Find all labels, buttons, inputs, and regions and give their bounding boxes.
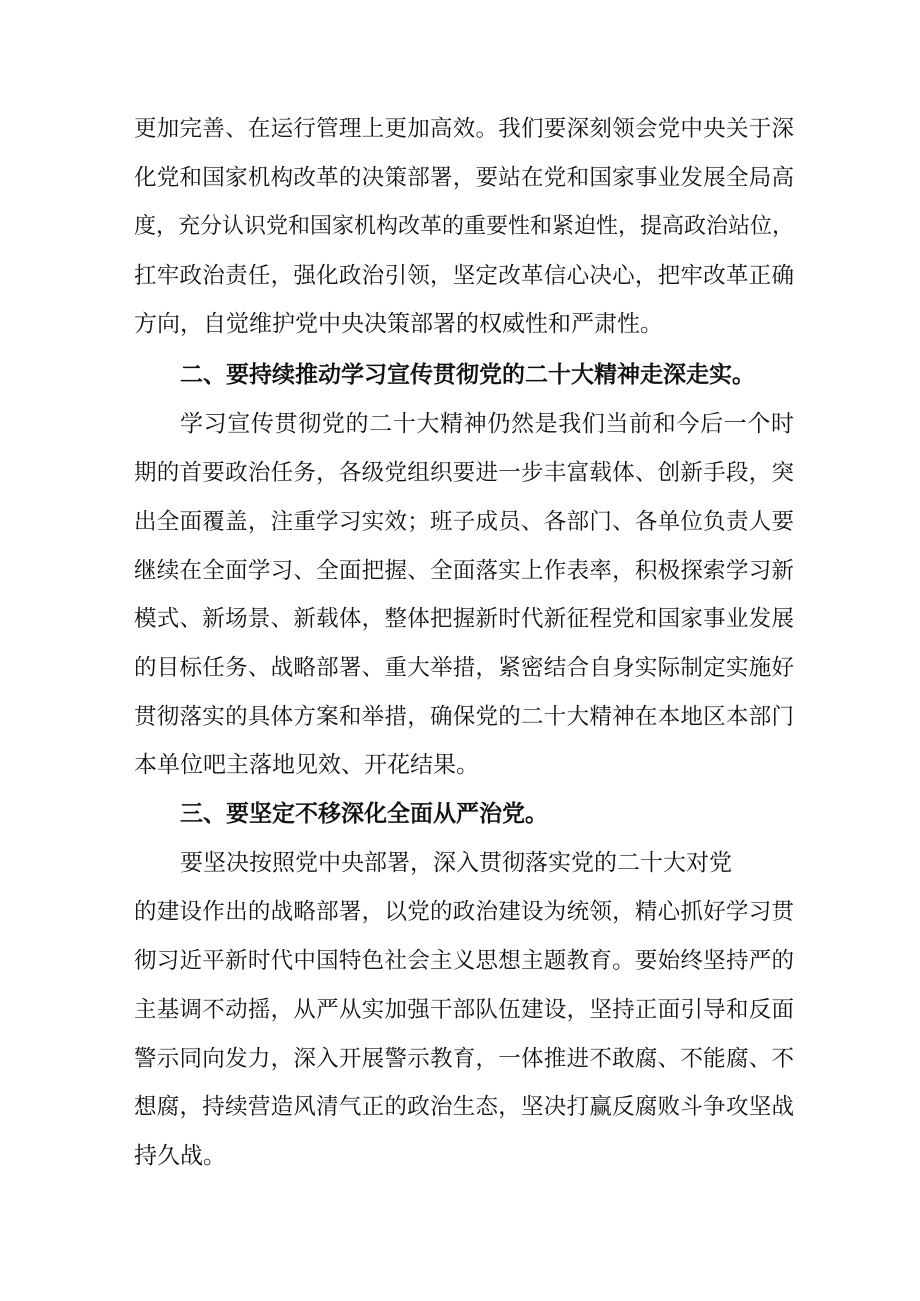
paragraph-line: 持久战。 [134, 1143, 226, 1169]
paragraph-line: 期的首要政治任务，各级党组织要进一步丰富载体、创新手段，突 [134, 460, 794, 486]
paragraph-line: 本单位吧主落地见效、开花结果。 [134, 752, 479, 778]
paragraph-line: 的建设作出的战略部署，以党的政治建设为统领，精心抓好学习贯 [134, 899, 794, 925]
paragraph-line: 彻习近平新时代中国特色社会主义思想主题教育。要始终坚持严的 [134, 948, 794, 974]
paragraph-line: 更加完善、在运行管理上更加高效。我们要深刻领会党中央关于深 [134, 116, 794, 142]
paragraph-line: 模式、新场景、新载体，整体把握新时代新征程党和国家事业发展 [134, 606, 794, 632]
paragraph-line: 警示同向发力，深入开展警示教育，一体推进不敢腐、不能腐、不 [134, 1046, 794, 1072]
section-heading-3: 三、要坚定不移深化全面从严治党。 [180, 801, 548, 827]
paragraph-line: 主基调不动摇，从严从实加强干部队伍建设，坚持正面引导和反面 [134, 997, 794, 1023]
paragraph-line: 方向，自觉维护党中央决策部署的权威性和严肃性。 [134, 311, 663, 337]
paragraph-line: 继续在全面学习、全面把握、全面落实上作表率，积极探索学习新 [134, 558, 794, 584]
paragraph-line: 的目标任务、战略部署、重大举措，紧密结合自身实际制定实施好 [134, 655, 794, 681]
paragraph-line: 出全面覆盖，注重学习实效；班子成员、各部门、各单位负责人要 [134, 509, 794, 535]
paragraph-line: 要坚决按照党中央部署，深入贯彻落实党的二十大对党 [180, 850, 732, 876]
paragraph-line: 扛牢政治责任，强化政治引领，坚定改革信心决心，把牢改革正确 [134, 263, 794, 289]
paragraph-line: 想腐，持续营造风清气正的政治生态，坚决打赢反腐败斗争攻坚战 [134, 1094, 794, 1120]
paragraph-line: 学习宣传贯彻党的二十大精神仍然是我们当前和今后一个时 [180, 411, 794, 437]
paragraph-line: 化党和国家机构改革的决策部署，要站在党和国家事业发展全局高 [134, 165, 794, 191]
section-heading-2: 二、要持续推动学习宣传贯彻党的二十大精神走深走实。 [180, 362, 755, 388]
paragraph-line: 贯彻落实的具体方案和举措，确保党的二十大精神在本地区本部门 [134, 704, 794, 730]
paragraph-line: 度，充分认识党和国家机构改革的重要性和紧迫性，提高政治站位， [134, 214, 795, 239]
